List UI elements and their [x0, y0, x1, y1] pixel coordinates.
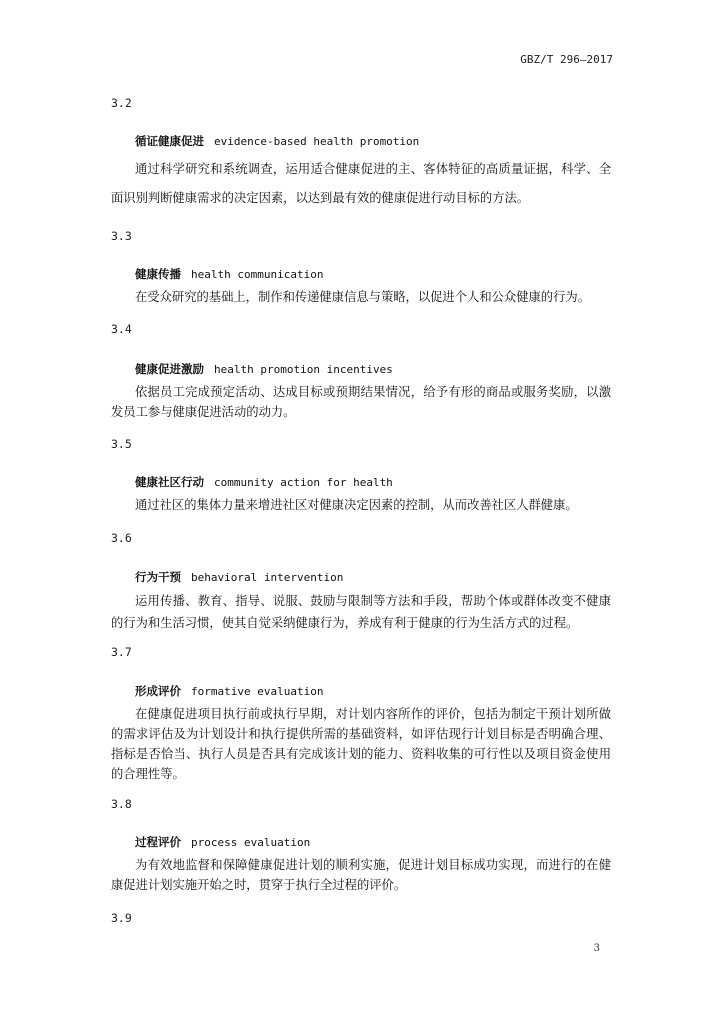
term-title — [135, 569, 343, 585]
term-zh: 健康传播 — [135, 267, 181, 281]
term-definition: 通过社区的集体力量来增进社区对健康决定因素的控制，从而改善社区人群健康。 — [135, 498, 578, 512]
term-definition: 在受众研究的基础上，制作和传递健康信息与策略，以促进个人和公众健康的行为。 — [135, 290, 590, 304]
term-en: formative evaluation — [191, 685, 324, 698]
term-definition: 运用传播、教育、指导、说服、鼓励与限制等方法和手段，帮助个体或群体改变不健康的行为和生活习惯，使其自觉采纳健康行为，养成有利于健康的行为生活方式的过程。 — [111, 594, 611, 630]
clause-number: 3.2 — [111, 96, 132, 110]
clause-number: 3.7 — [111, 645, 132, 659]
term-zh: 健康社区行动 — [135, 475, 204, 489]
term-definition: 依据员工完成预定活动、达成目标或预期结果情况，给予有形的商品或服务奖励，以激发员工参与健康促进活动的动力。 — [111, 385, 611, 419]
term-title — [135, 834, 310, 850]
term-en: community action for health — [214, 476, 393, 489]
term-en: health communication — [191, 268, 324, 281]
term-title — [135, 266, 323, 282]
term-definition: 通过科学研究和系统调查，运用适合健康促进的主、客体特征的高质量证据，科学、全面识别判断健康需求的决定因素，以达到最有效的健康促进行动目标的方法。 — [111, 162, 611, 205]
term-title — [135, 361, 393, 377]
clause-number: 3.4 — [111, 322, 132, 336]
term-zh: 形成评价 — [135, 684, 181, 698]
term-en: behavioral intervention — [191, 571, 344, 584]
clause-number: 3.5 — [111, 437, 132, 451]
standard-code: GBZ/T 296—2017 — [520, 53, 613, 66]
clause-number: 3.3 — [111, 229, 132, 243]
clause-number: 3.6 — [111, 531, 132, 545]
term-zh: 循证健康促进 — [135, 134, 204, 148]
page-number: 3 — [593, 943, 600, 954]
term-zh: 行为干预 — [135, 570, 181, 584]
term-title — [135, 683, 323, 699]
term-en: process evaluation — [191, 836, 311, 849]
clause-number: 3.8 — [111, 797, 132, 811]
term-zh: 过程评价 — [135, 835, 181, 849]
clause-number: 3.9 — [111, 911, 132, 925]
term-title — [135, 474, 393, 490]
term-definition: 为有效地监督和保障健康促进计划的顺利实施，促进计划目标成功实现，而进行的在健康促进计划实施开始之时，贯穿于执行全过程的评价。 — [111, 858, 611, 892]
term-en: health promotion incentives — [214, 363, 393, 376]
term-title — [135, 133, 419, 149]
term-zh: 健康促进激励 — [135, 362, 204, 376]
term-en: evidence-based health promotion — [214, 135, 420, 148]
term-definition: 在健康促进项目执行前或执行早期，对计划内容所作的评价，包括为制定干预计划所做的需求评估及为计划设计和执行提供所需的基础资料，如评估现行计划目标是否明确合理、指标是否恰当、执行人员是否具有完成该计划的能力、资料收集的可行性以及项目资金使用的合理性等。 — [111, 707, 611, 781]
